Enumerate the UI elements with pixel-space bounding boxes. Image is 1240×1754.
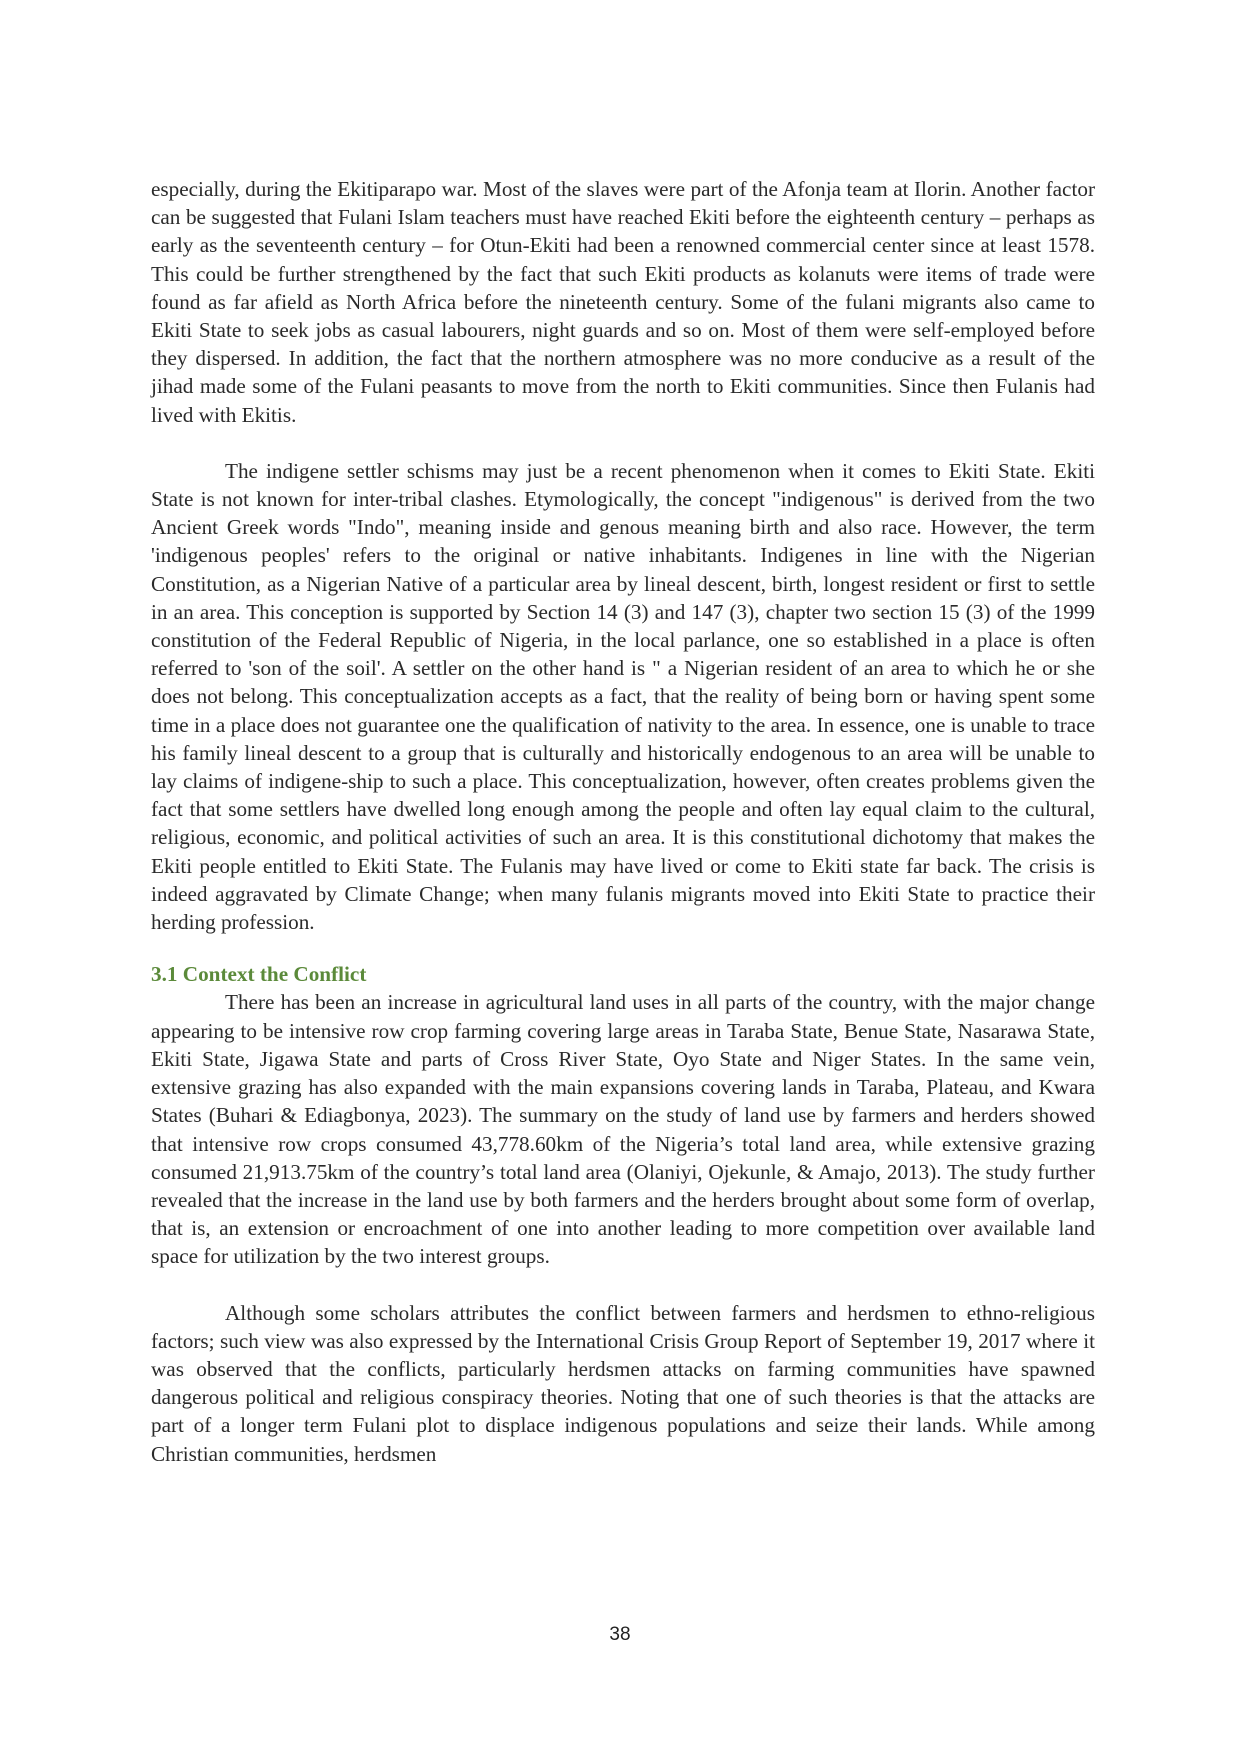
page-number: 38 [609,1624,631,1645]
document-body [151,175,1095,1468]
section-heading: 3.1 Context the Conflict [151,962,367,987]
paragraph-ethno-religious: Although some scholars attributes the conflict between farmers and herdsmen to ethno-religious factors; such view was also expressed by the International Crisis Group Report of September 19, 2017 where it was observed that the conflicts, particularly herdsmen attacks on farming communities have spawned dangerous political and religious conspiracy theories. Noting that one of such theories is that the attacks are part of a longer term Fulani plot to displace indigenous populations and seize their lands. While among Christian communities, herdsmen [151,1300,1095,1466]
paragraph-land-use: There has been an increase in agricultural land uses in all parts of the country, with the major change appearing to be intensive row crop farming covering large areas in Taraba State, Benue State, Nasarawa State, Ekiti State, Jigawa State and parts of Cross River State, Oyo State and Niger States. In the same vein, extensive grazing has also expanded with the main expansions covering lands in Taraba, Plateau, and Kwara States (Buhari & Ediagbonya, 2023). The summary on the study of land use by farmers and herders showed that intensive row crops consumed 43,778.60km of the Nigeria’s total land area, while extensive grazing consumed 21,913.75km of the country’s total land area (Olaniyi, Ojekunle, & Amajo, 2013). The study further revealed that the increase in the land use by both farmers and the herders brought about some form of overlap, that is, an extension or encroachment of one into another leading to more competition over available land space for utilization by the two interest groups. [151,990,1095,1269]
paragraph-continuation: especially, during the Ekitiparapo war. Most of the slaves were part of the Afonja team at Ilorin. Another factor can be suggested that Fulani Islam teachers must have reached Ekiti before the eighteenth century – perhaps as early as the seventeenth century – for Otun-Ekiti had been a renowned commercial center since at least 1578. This could be further strengthened by the fact that such Ekiti products as kolanuts were items of trade were found as far afield as North Africa before the nineteenth century. Some of the fulani migrants also came to Ekiti State to seek jobs as casual labourers, night guards and so on. Most of them were self-employed before they dispersed. In addition, the fact that the northern atmosphere was no more conducive as a result of the jihad made some of the Fulani peasants to move from the north to Ekiti communities. Since then Fulanis had lived with Ekitis. [151,177,1095,427]
paragraph-indigene-settler: The indigene settler schisms may just be a recent phenomenon when it comes to Ekiti State. Ekiti State is not known for inter-tribal clashes. Etymologically, the concept "indigenous" is derived from the two Ancient Greek words "Indo", meaning inside and genous meaning birth and also race. However, the term 'indigenous peoples' refers to the original or native inhabitants. Indigenes in line with the Nigerian Constitution, as a Nigerian Native of a particular area by lineal descent, birth, longest resident or first to settle in an area. This conception is supported by Section 14 (3) and 147 (3), chapter two section 15 (3) of the 1999 constitution of the Federal Republic of Nigeria, in the local parlance, one so established in a place is often referred to 'son of the soil'. A settler on the other hand is " a Nigerian resident of an area to which he or she does not belong. This conceptualization accepts as a fact, that the reality of being born or having spent some time in a place does not guarantee one the qualification of nativity to the area. In essence, one is unable to trace his family lineal descent to a group that is culturally and historically endogenous to an area will be unable to lay claims of indigene-ship to such a place. This conceptualization, however, often creates problems given the fact that some settlers have dwelled long enough among the people and often lay equal claim to the cultural, religious, economic, and political activities of such an area. It is this constitutional dichotomy that makes the Ekiti people entitled to Ekiti State. The Fulanis may have lived or come to Ekiti state far back. The crisis is indeed aggravated by Climate Change; when many fulanis migrants moved into Ekiti State to practice their herding profession. [151,458,1095,935]
